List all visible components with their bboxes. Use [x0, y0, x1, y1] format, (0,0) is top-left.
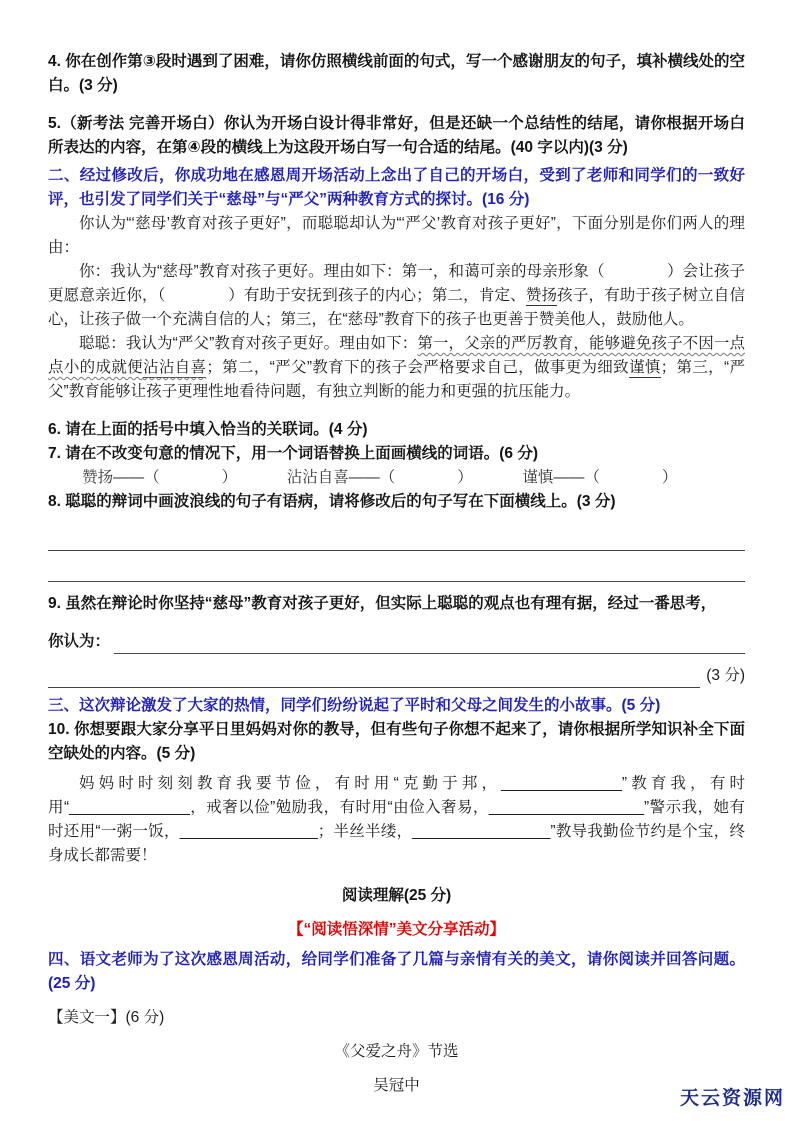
- question-4-stem: 4. 你在创作第③段时遇到了困难，请你仿照横线前面的句式，写一个感谢朋友的句子，填补横线处的空白。(3 分): [48, 53, 745, 94]
- activity-banner: 【“阅读悟深情”美文分享活动】: [287, 921, 505, 938]
- question-9-answer-row: [48, 630, 745, 654]
- answer-blank-line-4: [48, 667, 700, 688]
- underlined-word-jinshen: 谨慎: [628, 359, 661, 376]
- essay-1-label: 【美文一】(6 分): [48, 1009, 165, 1026]
- underlined-word-zanyang: 赞扬: [525, 287, 558, 304]
- wavy-sentence-text: 第一，父亲的严厉教育，能够避免孩子不因一点点小的成就便: [48, 335, 745, 376]
- question-6-stem: 6. 请在上面的括号中填入恰当的关联词。(4 分): [48, 421, 368, 438]
- answer-blank-line-1: [48, 520, 745, 551]
- q7-item-zhanzhanzixi: 沾沾自喜——（ ）: [286, 469, 473, 486]
- essay-1-author: 吴冠中: [373, 1077, 420, 1094]
- site-watermark: 天云资源网: [679, 1088, 785, 1109]
- question-7-stem: 7. 请在不改变句意的情况下，用一个词语替换上面画横线的词语。(6 分): [48, 445, 538, 462]
- q7-item-jinshen: 谨慎——（ ）: [522, 469, 678, 486]
- dialog-cong-text-3: ；第三，“严父”教育能够让孩子更理性地看待问题，有独立判断的能力和更强的抗压能力。: [48, 359, 745, 400]
- question-7-answer-row: [48, 466, 745, 490]
- dialog-you-text-1: 你：我认为“慈母”教育对孩子更好。理由如下：第一，和蔼可亲的母亲形象（ ）会让孩子更愿意亲近你，（ ）有助于安抚到孩子的内心；第二，肯定、: [48, 263, 745, 304]
- dialog-cong-text-1: 聪聪：我认为“严父”教育对孩子更好。理由如下：: [79, 335, 418, 352]
- debate-intro: 你认为“‘慈母’教育对孩子更好”，而聪聪却认为“‘严父’教育对孩子更好”，下面分别是你们两人的理由：: [48, 215, 745, 256]
- section-2-header: 二、经过修改后，你成功地在感恩周开场活动上念出了自己的开场白，受到了老师和同学们的一致好评，也引发了同学们关于“慈母”与“严父”两种教育方式的探讨。(16 分): [48, 167, 745, 208]
- question-9-stem: 9. 虽然在辩论时你坚持“慈母”教育对孩子更好，但实际上聪聪的观点也有理有据，经过一番思考，: [48, 595, 717, 612]
- answer-blank-line-2: [48, 551, 745, 582]
- essay-1-title: 《父爱之舟》节选: [334, 1043, 459, 1060]
- question-9-score: (3 分): [706, 667, 745, 684]
- dialog-you-text-2: 孩子，有助于孩子树立自信心，让孩子做一个充满自信的人；第三，在“慈母”教育下的孩子也更善于赞美他人，鼓励他人。: [48, 287, 745, 328]
- question-10-fill-paragraph: 妈妈时时刻刻教育我要节俭，有时用“克勤于邦，______________”教育我，有时用“______________，戒奢以俭”勉励我，有时用“由俭入奢易，__________________”警示我，她有时还用“一粥一饭，________________；半丝半缕，________________”教导我勤俭节约是个宝，终身成长都需要！: [48, 775, 745, 864]
- question-10-stem: 10. 你想要跟大家分享平日里妈妈对你的教导，但有些句子你想不起来了，请你根据所学知识补全下面空缺处的内容。(5 分): [48, 721, 745, 762]
- question-9-lead: 你认为：: [48, 633, 111, 650]
- question-5-stem: 5.（新考法 完善开场白）你认为开场白设计得非常好，但是还缺一个总结性的结尾，请你根据开场白所表达的内容，在第④段的横线上为这段开场白写一句合适的结尾。(40 字以内)(3 分): [48, 115, 745, 156]
- dialog-congcong: [48, 332, 745, 404]
- section-4-header: 四、语文老师为了这次感恩周活动，给同学们准备了几篇与亲情有关的美文，请你阅读并回答问题。(25 分): [48, 951, 745, 992]
- section-3-header: 三、这次辩论激发了大家的热情，同学们纷纷说起了平时和父母之间发生的小故事。(5 分): [48, 697, 661, 714]
- dialog-you: [48, 260, 745, 332]
- underlined-word-zhanzhanzixi: 沾沾自喜: [143, 359, 207, 376]
- answer-blank-line-3: [114, 633, 745, 654]
- dialog-cong-text-2: ；第二，“严父”教育下的孩子会严格要求自己，做事更为细致: [206, 359, 629, 376]
- reading-section-title: 阅读理解(25 分): [341, 887, 452, 904]
- q7-item-zanyang: 赞扬——（ ）: [82, 469, 238, 486]
- question-8-stem: 8. 聪聪的辩词中画波浪线的句子有语病，请将修改后的句子写在下面横线上。(3 分): [48, 493, 616, 510]
- question-9-score-row: [48, 664, 745, 688]
